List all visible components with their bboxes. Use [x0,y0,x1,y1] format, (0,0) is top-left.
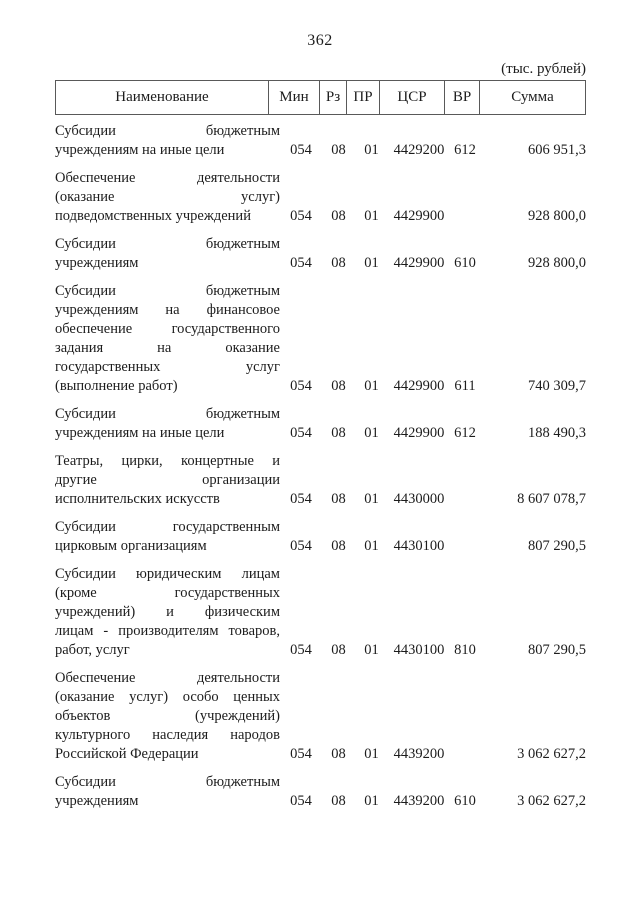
cell-min: 054 [290,425,312,441]
table-row [55,452,586,509]
cell-sum: 928 800,0 [528,208,586,224]
row-name-line: Субсидии бюджетным [55,283,280,299]
cell-csr: 4429200 [393,142,445,158]
cell-csr: 4430000 [393,491,445,507]
cell-csr: 4429900 [393,378,445,394]
row-name-line: Субсидии бюджетным [55,406,280,422]
cell-pr: 01 [364,425,379,441]
row-name-line: государственных услуг [55,359,280,375]
column-header-sum: Сумма [479,81,585,114]
column-header-min: Мин [268,81,319,114]
column-header-csr: ЦСР [379,81,444,114]
cell-vr: 810 [454,642,476,658]
cell-pr: 01 [364,208,379,224]
cell-csr: 4430100 [393,642,445,658]
cell-min: 054 [290,255,312,271]
cell-sum: 188 490,3 [528,425,586,441]
row-name-line: учреждениям [55,793,139,809]
row-name-line: Театры, цирки, концертные и [55,453,280,469]
cell-pr: 01 [364,378,379,394]
units-note: (тыс. рублей) [501,61,586,77]
row-name-line: Субсидии бюджетным [55,123,280,139]
table-row [55,773,586,811]
row-name-line: исполнительских искусств [55,491,220,507]
row-name-line: учреждениям [55,255,139,271]
cell-sum: 807 290,5 [528,538,586,554]
cell-rz: 08 [331,208,346,224]
row-name-line: Обеспечение деятельности [55,170,280,186]
table-row [55,169,586,226]
cell-csr: 4439200 [393,746,445,762]
row-name-line: (кроме государственных [55,585,280,601]
row-name-line: Субсидии юридическим лицам [55,566,280,582]
cell-pr: 01 [364,538,379,554]
cell-pr: 01 [364,746,379,762]
row-name-line: объектов (учреждений) [55,708,280,724]
row-name-line: Российской Федерации [55,746,199,762]
page-content [55,61,586,811]
cell-rz: 08 [331,255,346,271]
row-name-line: работ, услуг [55,642,130,658]
cell-vr: 610 [454,793,476,809]
cell-csr: 4439200 [393,793,445,809]
cell-sum: 3 062 627,2 [517,746,586,762]
row-name-line: цирковым организациям [55,538,207,554]
row-name [55,405,280,443]
table-row [55,518,586,556]
row-name-line: Субсидии бюджетным [55,236,280,252]
cell-min: 054 [290,793,312,809]
cell-min: 054 [290,491,312,507]
cell-sum: 8 607 078,7 [517,491,586,507]
row-name-line: обеспечение государственного [55,321,280,337]
cell-sum: 928 800,0 [528,255,586,271]
cell-rz: 08 [331,746,346,762]
cell-vr: 612 [454,425,476,441]
row-name-line: задания на оказание [55,340,280,356]
row-name [55,669,280,764]
cell-min: 054 [290,142,312,158]
table-body [55,122,586,811]
row-name-line: (оказание услуг) [55,189,280,205]
cell-sum: 807 290,5 [528,642,586,658]
cell-min: 054 [290,378,312,394]
cell-vr: 612 [454,142,476,158]
cell-csr: 4429900 [393,208,445,224]
row-name [55,282,280,396]
column-header-rz: Рз [319,81,346,114]
row-name [55,235,280,273]
row-name-line: (выполнение работ) [55,378,178,394]
cell-rz: 08 [331,538,346,554]
row-name [55,518,280,556]
row-name-line: Обеспечение деятельности [55,670,280,686]
cell-pr: 01 [364,793,379,809]
row-name [55,169,280,226]
cell-pr: 01 [364,642,379,658]
cell-sum: 740 309,7 [528,378,586,394]
cell-csr: 4430100 [393,538,445,554]
cell-min: 054 [290,642,312,658]
row-name-line: культурного наследия народов [55,727,280,743]
cell-pr: 01 [364,255,379,271]
cell-vr: 610 [454,255,476,271]
cell-rz: 08 [331,793,346,809]
column-header-pr: ПР [346,81,379,114]
cell-rz: 08 [331,491,346,507]
row-name-line: лицам - производителям товаров, [55,623,280,639]
cell-min: 054 [290,746,312,762]
cell-min: 054 [290,208,312,224]
row-name-line: подведомственных учреждений [55,208,251,224]
cell-pr: 01 [364,491,379,507]
row-name [55,773,280,811]
cell-min: 054 [290,538,312,554]
cell-rz: 08 [331,642,346,658]
table-row [55,235,586,273]
table-row [55,669,586,764]
row-name-line: Субсидии государственным [55,519,280,535]
column-header-name: Наименование [115,89,209,105]
row-name-line: (оказание услуг) особо ценных [55,689,280,705]
table-header-row [55,80,586,115]
row-name [55,452,280,509]
row-name [55,122,280,160]
row-name [55,565,280,660]
column-header-vr: ВР [444,81,479,114]
cell-rz: 08 [331,142,346,158]
row-name-line: учреждениям на финансовое [55,302,280,318]
table-row [55,565,586,660]
table-row [55,282,586,396]
row-name-line: учреждениям на иные цели [55,142,225,158]
table-row [55,122,586,160]
cell-pr: 01 [364,142,379,158]
cell-sum: 606 951,3 [528,142,586,158]
table-row [55,405,586,443]
row-name-line: учреждений) и физическим [55,604,280,620]
row-name-line: другие организации [55,472,280,488]
page-number: 362 [307,32,333,49]
cell-csr: 4429900 [393,255,445,271]
cell-rz: 08 [331,425,346,441]
cell-csr: 4429900 [393,425,445,441]
cell-vr: 611 [454,378,476,394]
row-name-line: учреждениям на иные цели [55,425,225,441]
cell-sum: 3 062 627,2 [517,793,586,809]
row-name-line: Субсидии бюджетным [55,774,280,790]
cell-rz: 08 [331,378,346,394]
